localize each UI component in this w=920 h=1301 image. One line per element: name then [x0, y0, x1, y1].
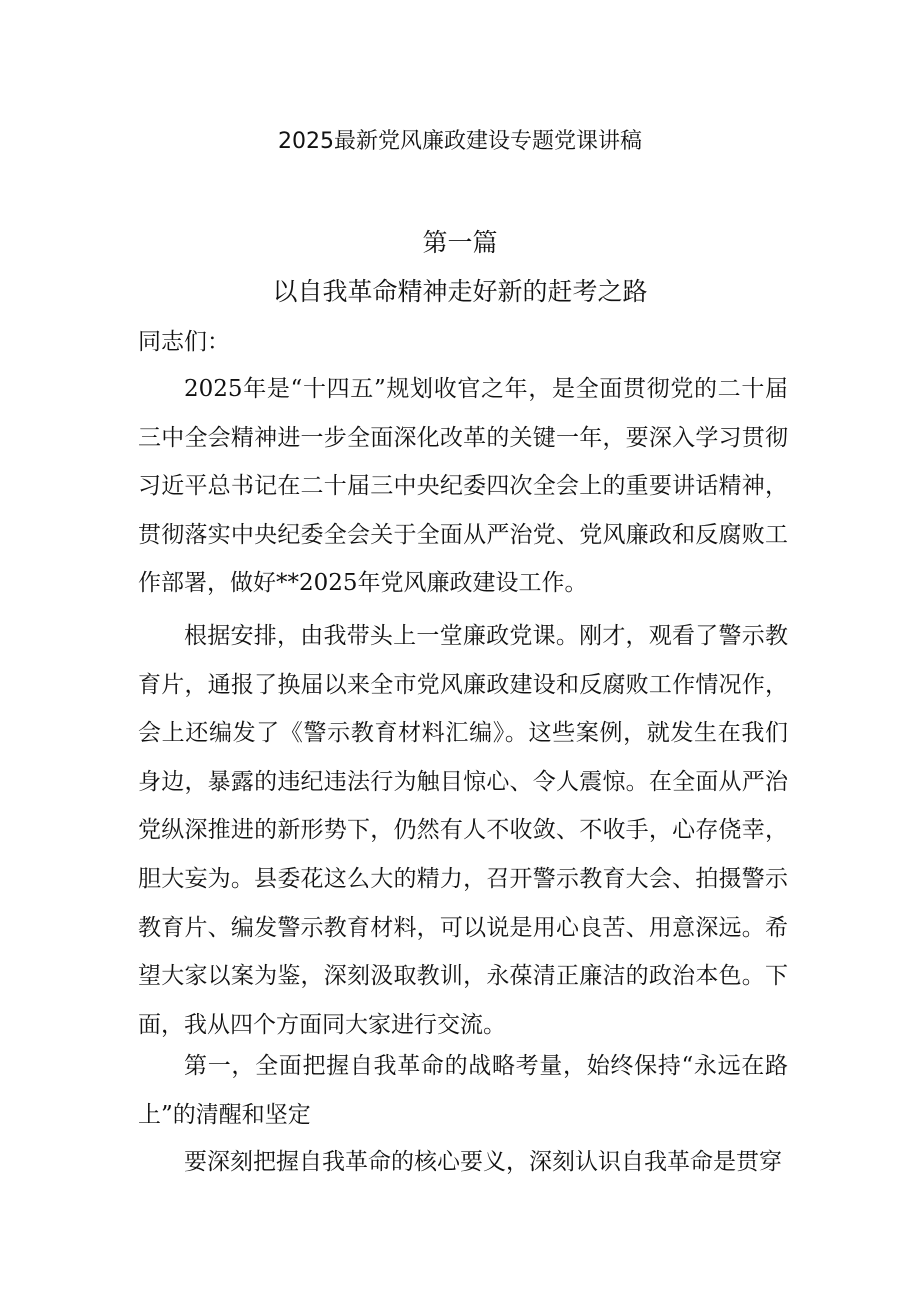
document-title: 2025最新党风廉政建设专题党课讲稿	[278, 129, 642, 154]
paragraph-text: 要深刻把握自我革命的核心要义，深刻认识自我革命是贯穿	[184, 1149, 782, 1175]
paragraph-text: 根据安排，由我带头上一堂廉政党课。刚才，观看了警示教育片，通报了换届以来全市党风廉政建设和反腐败工作情况作，会上还编发了《警示教育材料汇编》。这些案例，就发生在我们身边，暴露的违纪违法行为触目惊心、令人震惊。在全面从严治党纵深推进的新形势下，仍然有人不收敛、不收手，心存侥幸，胆大妄为。县委花这么大的精力，召开警示教育大会、拍摄警示教育片、编发警示教育材料，可以说是用心良苦、用意深远。希望大家以案为鉴，深刻汲取教训，永葆清正廉洁的政治本色。下面，我从四个方面同大家进行交流。	[138, 623, 788, 1038]
paragraph-text: 2025年是“十四五”规划收官之年，是全面贯彻党的二十届三中全会精神进一步全面深化改革的关键一年，要深入学习贯彻习近平总书记在二十届三中央纪委四次全会上的重要讲话精神，贯彻落实中央纪委全会关于全面从严治党、党风廉政和反腐败工作部署，做好**2025年党风廉政建设工作。	[138, 376, 788, 597]
paragraph-text: 第一，全面把握自我革命的战略考量，始终保持“永远在路上”的清醒和坚定	[138, 1053, 788, 1128]
paragraph-arrangement	[138, 612, 788, 1049]
paragraph-intro	[138, 365, 788, 608]
paragraph-continued	[138, 1138, 788, 1187]
part-label: 第一篇	[422, 228, 498, 257]
salutation: 同志们：	[138, 329, 230, 355]
part-title: 以自我革命精神走好新的赶考之路	[272, 277, 648, 306]
section-heading-first	[138, 1042, 788, 1139]
